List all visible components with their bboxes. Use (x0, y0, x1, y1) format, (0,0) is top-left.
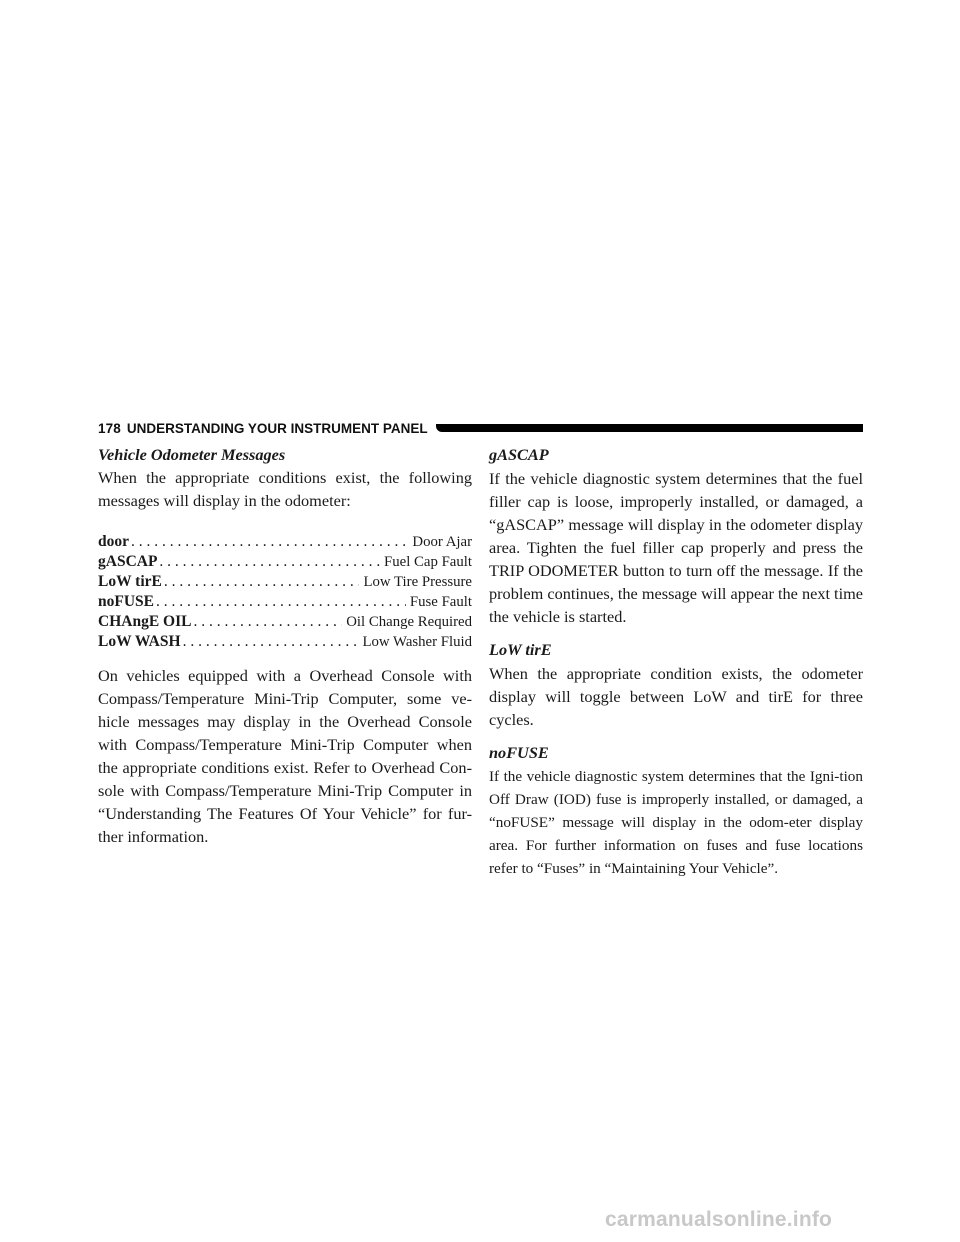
message-meaning: Fuel Cap Fault (384, 554, 472, 570)
message-code: LoW tirE (98, 573, 162, 590)
intro-paragraph: When the appropriate conditions exist, the following messages will display in the odometer: (98, 468, 472, 510)
section-heading: noFUSE (489, 743, 549, 762)
section-heading: LoW tirE (489, 640, 552, 659)
list-item (98, 592, 472, 612)
list-item (98, 552, 472, 572)
message-list (98, 532, 472, 652)
section-nofuse (489, 741, 863, 880)
list-item (98, 572, 472, 592)
section-body: If the vehicle diagnostic system determines that the Igni-tion Off Draw (IOD) fuse is improperly installed, or damaged, a “noFUSE” message will display in the odom-eter display area. For further information on fuses and fuse locations refer to “Fuses” in “Maintaining Your Vehicle”. (489, 768, 863, 877)
dot-leader (156, 592, 406, 612)
section-body: If the vehicle diagnostic system determines that the fuel filler cap is loose, improperly installed, or damaged, a “gASCAP” message will display in the odometer display area. Tighten the fuel filler cap properly and press the TRIP ODOMETER button to turn off the message. If the problem continues, the message will appear the next time the vehicle is started. (489, 469, 863, 626)
left-column (98, 443, 472, 848)
closing-paragraph: On vehicles equipped with a Overhead Console with Compass/Temperature Mini-Trip Computer, some ve-hicle messages may display in the Overhead Console with Compass/Temperature Mini-Trip Computer when the appropriate conditions exist. Refer to Overhead Con-sole with Compass/Temperature Mini-Trip Computer in “Understanding The Features Of Your Vehicle” for fur-ther information. (98, 666, 472, 846)
right-column (489, 443, 863, 890)
message-code: CHAngE OIL (98, 613, 192, 630)
header-rule (436, 424, 863, 432)
dot-leader (193, 612, 342, 632)
section-heading: gASCAP (489, 445, 549, 464)
section-gascap (489, 443, 863, 628)
list-item (98, 632, 472, 652)
list-item (98, 532, 472, 552)
list-item (98, 612, 472, 632)
message-meaning: Oil Change Required (346, 614, 472, 630)
message-meaning: Fuse Fault (409, 594, 472, 610)
section-low-tire (489, 638, 863, 731)
chapter-title: UNDERSTANDING YOUR INSTRUMENT PANEL (126, 420, 428, 436)
message-meaning: Low Tire Pressure (363, 574, 472, 590)
dot-leader (131, 532, 408, 552)
dot-leader (183, 632, 359, 652)
message-code: gASCAP (98, 553, 158, 570)
message-meaning: Door Ajar (412, 534, 472, 550)
dot-leader (159, 552, 380, 572)
section-body: When the appropriate condition exists, the odometer display will toggle between LoW and tirE for three cycles. (489, 664, 863, 729)
message-code: door (98, 533, 129, 550)
message-meaning: Low Washer Fluid (362, 634, 472, 650)
page-header (98, 419, 863, 437)
page-number: 178 (98, 420, 121, 436)
message-code: noFUSE (98, 593, 154, 610)
message-code: LoW WASH (98, 633, 181, 650)
dot-leader (164, 572, 360, 592)
section-heading-odometer-messages: Vehicle Odometer Messages (98, 445, 286, 464)
watermark: carmanualsonline.info (605, 1208, 833, 1231)
